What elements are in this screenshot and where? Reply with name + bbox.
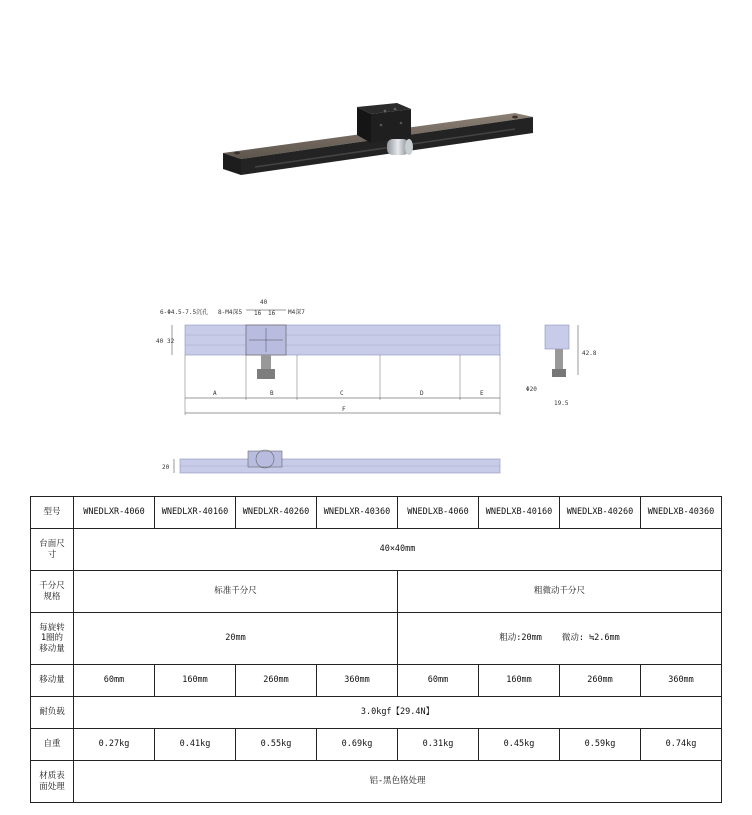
travel-cell: 60mm: [74, 665, 155, 697]
dim-front-height: 20: [162, 464, 170, 471]
per-rev-fine: [398, 613, 722, 665]
model-cell: WNEDLXB-40360: [641, 497, 722, 529]
model-cell: WNEDLXR-4060: [74, 497, 155, 529]
header-per-revolution: 每旋转1圈的移动量: [31, 613, 74, 665]
header-model: 型号: [31, 497, 74, 529]
spec-table: [30, 496, 722, 803]
micrometer-standard: 标准千分尺: [74, 571, 398, 613]
model-cell: WNEDLXB-4060: [398, 497, 479, 529]
model-cell: WNEDLXB-40160: [479, 497, 560, 529]
product-photo: [215, 95, 545, 190]
header-weight: 自重: [31, 729, 74, 761]
hole-label-m4-depth: M4深7: [288, 309, 305, 316]
model-cell: WNEDLXR-40160: [155, 497, 236, 529]
row-size: [31, 529, 722, 571]
load-value: 3.0kgf【29.4N】: [74, 697, 722, 729]
per-rev-coarse: 粗动:20mm: [499, 633, 542, 644]
hole-label-counterbore: 6-Φ4.5-7.5沉孔: [160, 309, 209, 316]
segment-d: D: [420, 390, 424, 397]
dim-width-40: 40: [260, 299, 268, 306]
dim-height-40: 40: [156, 338, 164, 345]
weight-cell: 0.45kg: [479, 729, 560, 761]
weight-cell: 0.55kg: [236, 729, 317, 761]
dim-knob-dia: Φ20: [526, 386, 537, 393]
material-value: 铝-黑色铬处理: [74, 761, 722, 803]
row-per-revolution: [31, 613, 722, 665]
row-material: [31, 761, 722, 803]
dim-width-19: 19.5: [554, 400, 569, 407]
segment-e: E: [480, 390, 484, 397]
per-rev-fine-value: 微动: ≒2.6mm: [561, 633, 620, 644]
row-travel: [31, 665, 722, 697]
per-rev-standard: 20mm: [74, 613, 398, 665]
header-size: 台面尺寸: [31, 529, 74, 571]
segment-b: B: [270, 390, 274, 397]
technical-drawing-top: [150, 295, 610, 425]
dim-16-right: 16: [268, 310, 276, 317]
header-micrometer: 千分尺规格: [31, 571, 74, 613]
travel-cell: 260mm: [236, 665, 317, 697]
technical-drawing-front: [160, 445, 510, 480]
size-value: 40×40mm: [74, 529, 722, 571]
dim-height-32: 32: [167, 338, 175, 345]
dim-16-left: 16: [254, 310, 262, 317]
row-load: [31, 697, 722, 729]
row-weight: [31, 729, 722, 761]
weight-cell: 0.27kg: [74, 729, 155, 761]
model-cell: WNEDLXR-40360: [317, 497, 398, 529]
travel-cell: 360mm: [317, 665, 398, 697]
header-travel: 移动量: [31, 665, 74, 697]
weight-cell: 0.74kg: [641, 729, 722, 761]
travel-cell: 60mm: [398, 665, 479, 697]
header-material: 材质表面处理: [31, 761, 74, 803]
travel-cell: 160mm: [479, 665, 560, 697]
travel-cell: 260mm: [560, 665, 641, 697]
travel-cell: 360mm: [641, 665, 722, 697]
weight-cell: 0.41kg: [155, 729, 236, 761]
total-f: F: [342, 406, 346, 413]
micrometer-fine: 粗微动千分尺: [398, 571, 722, 613]
weight-cell: 0.69kg: [317, 729, 398, 761]
segment-a: A: [213, 390, 217, 397]
hole-label-m4: 8-M4深5: [218, 309, 243, 316]
weight-cell: 0.59kg: [560, 729, 641, 761]
segment-c: C: [340, 390, 344, 397]
model-cell: WNEDLXR-40260: [236, 497, 317, 529]
dim-height-right: 42.8: [582, 350, 597, 357]
row-model: [31, 497, 722, 529]
travel-cell: 160mm: [155, 665, 236, 697]
model-cell: WNEDLXB-40260: [560, 497, 641, 529]
weight-cell: 0.31kg: [398, 729, 479, 761]
row-micrometer: [31, 571, 722, 613]
header-load: 耐负载: [31, 697, 74, 729]
